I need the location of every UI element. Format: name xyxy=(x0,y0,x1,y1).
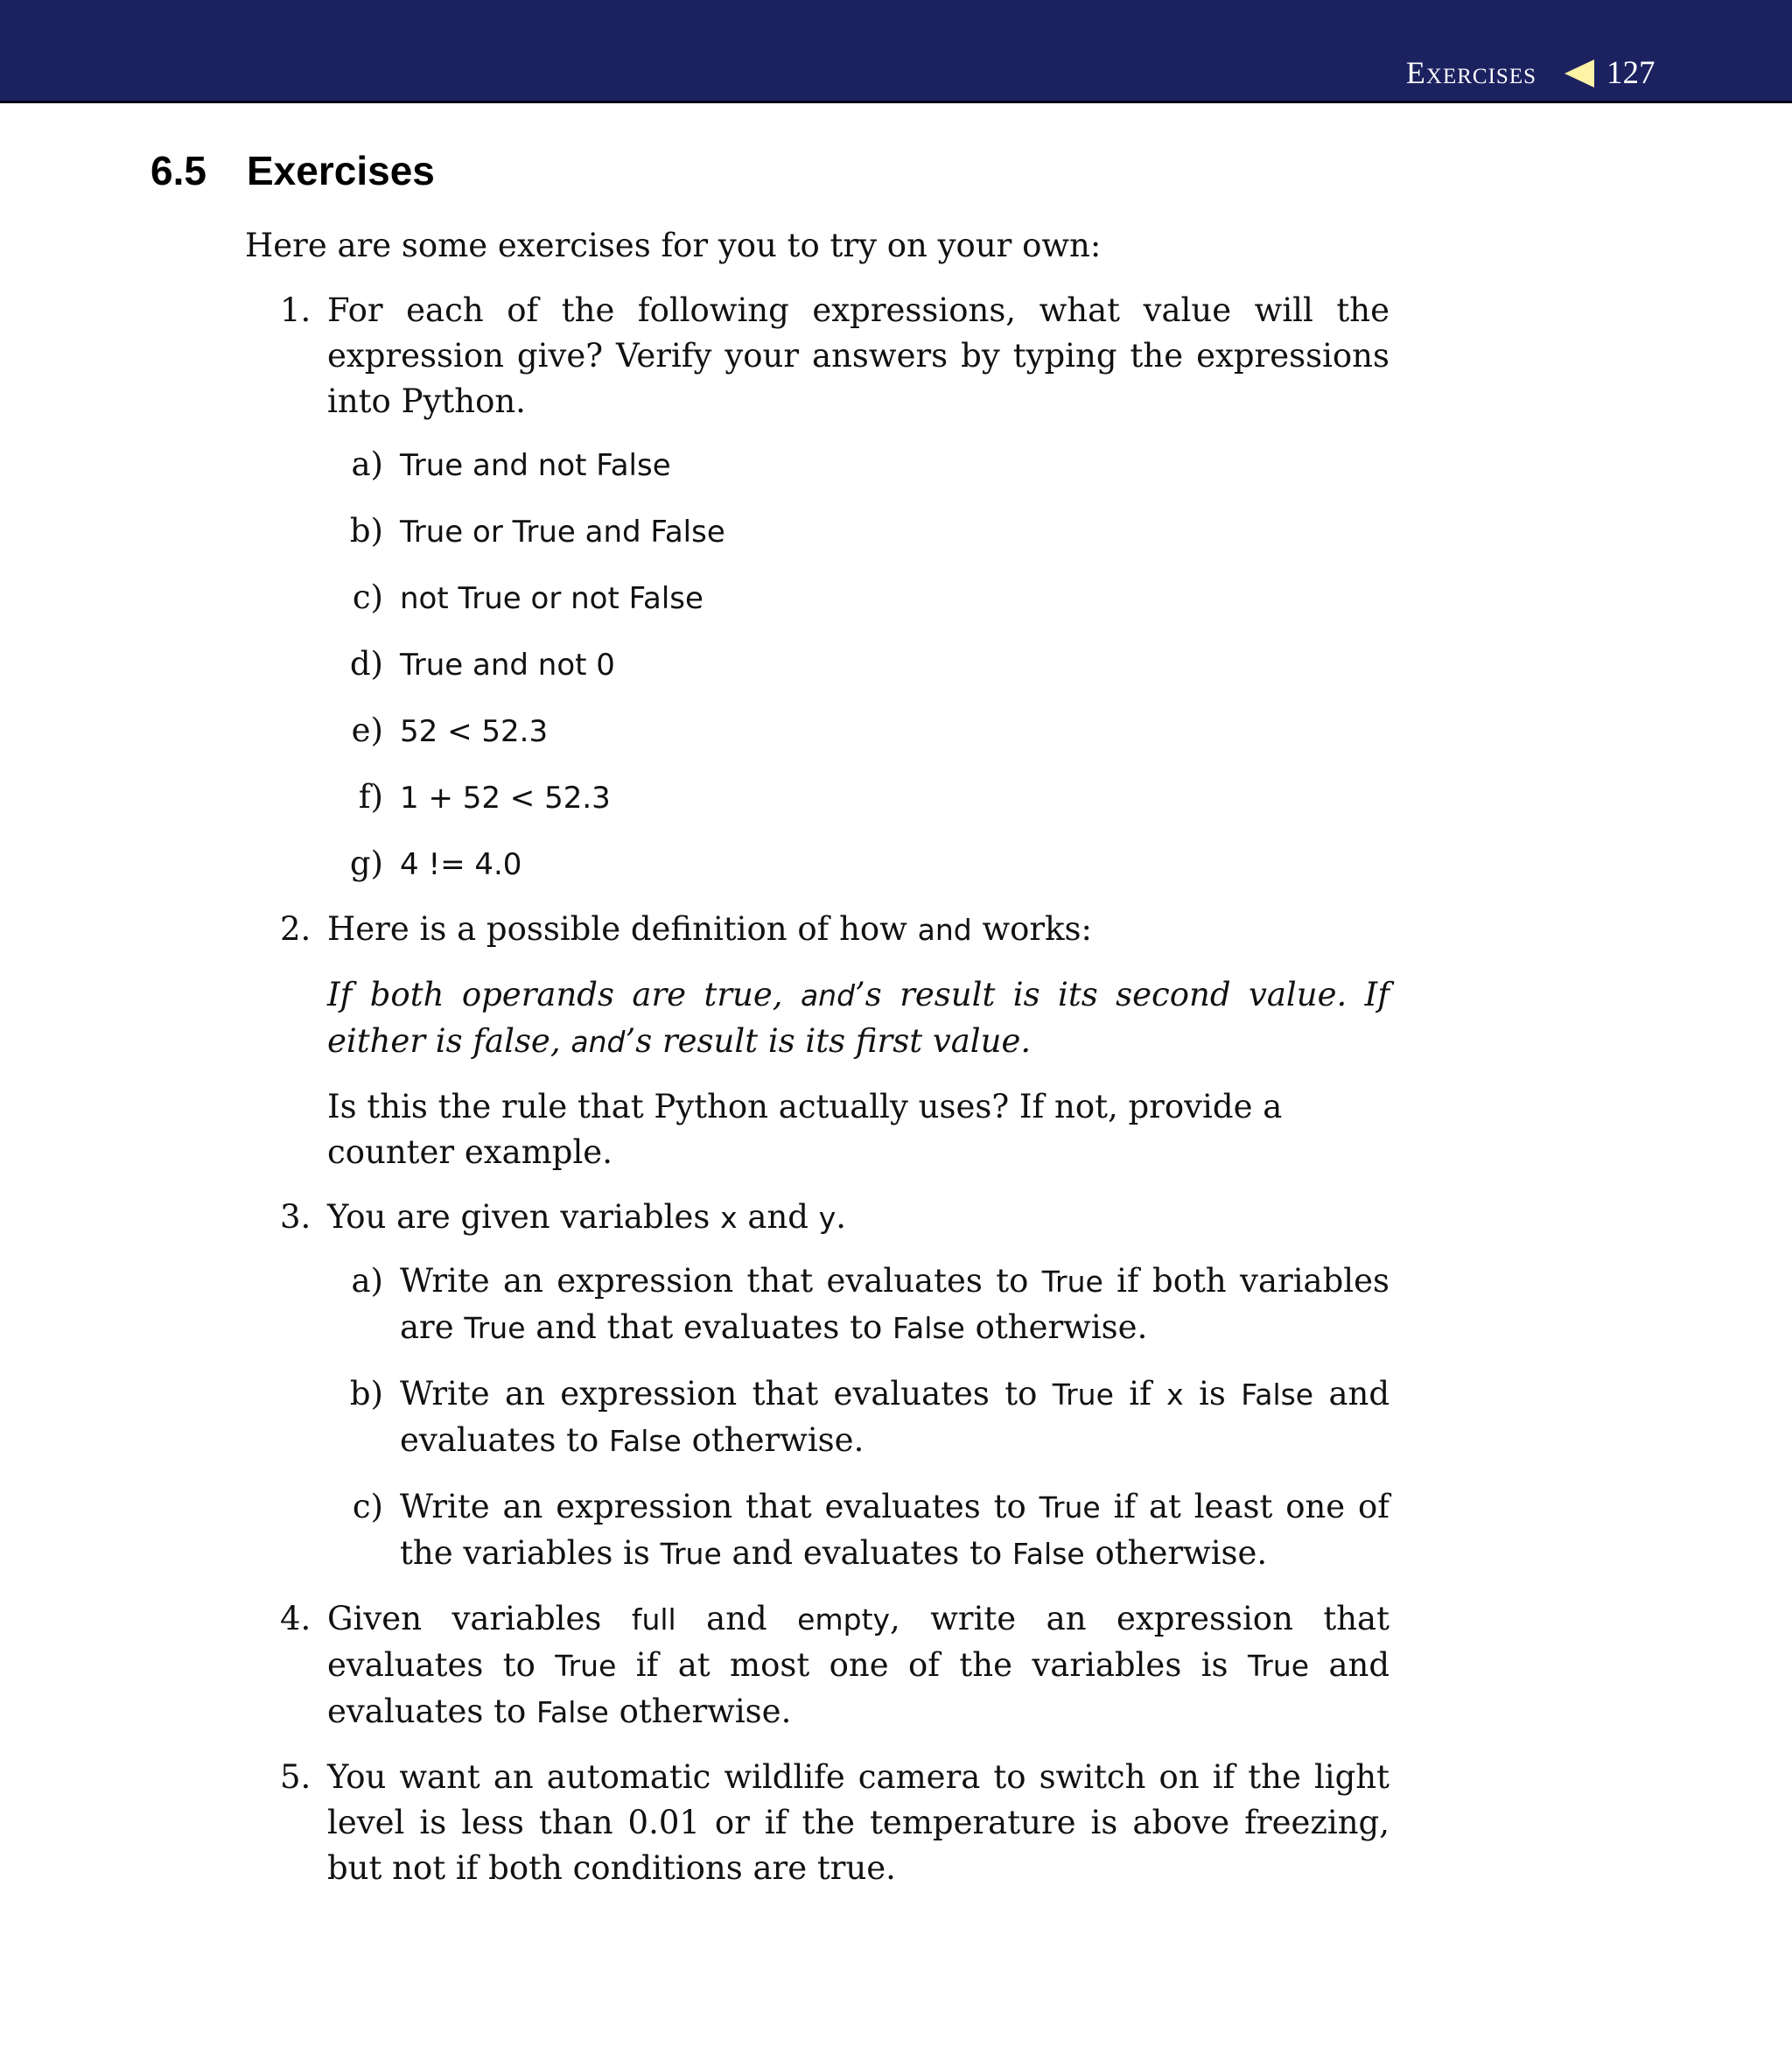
code-variable: full xyxy=(631,1602,676,1637)
exercise-number: 3. xyxy=(280,1198,312,1236)
exercise-text xyxy=(327,1596,1390,1735)
text-segment: otherwise. xyxy=(619,1693,792,1730)
code-keyword: and xyxy=(800,978,856,1013)
sub-label: c) xyxy=(352,1488,383,1525)
exercise-3 xyxy=(245,1195,1390,1577)
code-value: False xyxy=(1012,1537,1085,1571)
definition-quote xyxy=(327,972,1390,1065)
running-title: Exercises xyxy=(1405,55,1536,90)
exercise-5 xyxy=(245,1755,1390,1891)
code-value: True xyxy=(1247,1649,1310,1683)
sub-list xyxy=(327,442,1390,887)
triangle-arrow-icon xyxy=(1564,60,1594,88)
text-segment: . xyxy=(836,1198,847,1236)
text-segment: and xyxy=(706,1600,767,1637)
text-segment: ’s result is its first value. xyxy=(625,1022,1032,1060)
text-segment: If both operands are true, xyxy=(327,976,783,1013)
code-value: False xyxy=(892,1311,965,1345)
text-segment: if xyxy=(1129,1375,1152,1413)
exercise-number: 1. xyxy=(280,291,312,329)
sub-text xyxy=(400,1258,1390,1351)
code-variable: empty xyxy=(797,1602,891,1637)
text-segment: Here is a possible definition of how xyxy=(327,910,907,948)
code-variable: y xyxy=(818,1201,836,1235)
text-segment: Given variables xyxy=(327,1600,602,1637)
sub-label: b) xyxy=(349,512,383,550)
code-value: True xyxy=(660,1537,722,1571)
code-variable: x xyxy=(720,1201,738,1235)
page-header-bar xyxy=(0,0,1792,103)
code-value: False xyxy=(536,1695,609,1729)
exercise-2 xyxy=(245,907,1390,1175)
code-keyword: and xyxy=(917,913,972,947)
sub-item xyxy=(327,641,1390,688)
text-segment: if at most one of the variables is xyxy=(635,1646,1228,1684)
exercise-question: Is this the rule that Python actually uses? If not, provide a counter example. xyxy=(327,1088,1283,1171)
text-segment: otherwise. xyxy=(691,1421,864,1459)
expression: not True or not False xyxy=(400,581,704,616)
exercise-1 xyxy=(245,288,1390,887)
text-segment: Write an expression that evaluates to xyxy=(400,1375,1038,1413)
exercise-text xyxy=(327,1195,1390,1241)
text-segment: and evaluates to xyxy=(327,1646,1390,1730)
code-value: True xyxy=(1041,1265,1103,1299)
sub-item xyxy=(327,442,1390,488)
sub-label: d) xyxy=(349,645,383,683)
sub-label: e) xyxy=(351,712,383,749)
text-segment: , write an expression that evaluates to xyxy=(327,1600,1390,1684)
exercise-number: 5. xyxy=(280,1758,312,1796)
sub-item xyxy=(327,1484,1390,1577)
code-variable: x xyxy=(1166,1377,1184,1412)
sub-text xyxy=(400,1484,1390,1577)
code-value: True xyxy=(555,1649,617,1683)
text-segment: works: xyxy=(982,910,1092,948)
exercise-number: 2. xyxy=(280,910,312,948)
text-segment: and xyxy=(747,1198,808,1236)
sub-item xyxy=(327,1371,1390,1464)
code-value: True xyxy=(464,1311,526,1345)
text-segment: and evaluates to xyxy=(732,1534,1003,1572)
sub-label: a) xyxy=(351,445,383,483)
section-number: 6.5 xyxy=(150,148,206,193)
text-segment: if at least one of the variables is xyxy=(400,1488,1390,1572)
sub-item xyxy=(327,708,1390,754)
text-segment: You are given variables xyxy=(327,1198,710,1236)
code-keyword: and xyxy=(570,1025,626,1059)
section-heading xyxy=(150,147,435,194)
sub-label: g) xyxy=(349,845,383,882)
exercise-number: 4. xyxy=(280,1600,312,1637)
expression: True and not 0 xyxy=(400,648,615,683)
expression: 4 != 4.0 xyxy=(400,847,522,882)
text-segment: if both variables are xyxy=(400,1262,1390,1346)
sub-list xyxy=(327,1258,1390,1577)
text-segment: and evaluates to xyxy=(400,1375,1390,1459)
sub-item xyxy=(327,575,1390,621)
text-segment: otherwise. xyxy=(975,1308,1148,1346)
sub-label: c) xyxy=(352,578,383,616)
exercise-text xyxy=(327,907,1390,953)
sub-text xyxy=(400,1371,1390,1464)
sub-item xyxy=(327,841,1390,887)
expression: 1 + 52 < 52.3 xyxy=(400,781,611,816)
sub-label: b) xyxy=(349,1375,383,1413)
text-segment: is xyxy=(1199,1375,1226,1413)
sub-item xyxy=(327,508,1390,555)
expression: True and not False xyxy=(400,448,671,483)
exercise-4 xyxy=(245,1596,1390,1735)
text-segment: Write an expression that evaluates to xyxy=(400,1488,1026,1525)
text-segment: otherwise. xyxy=(1095,1534,1268,1572)
exercise-text: For each of the following expressions, what value will the expression give? Verify your answers by typing the expressions into Python. xyxy=(327,291,1390,420)
text-segment: ’s result is its second value. If either is false, xyxy=(327,976,1390,1060)
code-value: False xyxy=(1241,1377,1314,1412)
sub-label: a) xyxy=(351,1262,383,1300)
code-value: True xyxy=(1039,1490,1101,1525)
expression: 52 < 52.3 xyxy=(400,714,549,749)
sub-item xyxy=(327,775,1390,821)
exercise-text: You want an automatic wildlife camera to switch on if the light level is less than 0.01 or if the temperature is above freezing, but not if both conditions are true. xyxy=(327,1758,1390,1887)
code-value: False xyxy=(609,1424,682,1458)
section-title: Exercises xyxy=(247,148,435,193)
exercise-list xyxy=(245,288,1390,1891)
text-segment: and that evaluates to xyxy=(536,1308,883,1346)
code-value: True xyxy=(1052,1377,1114,1412)
intro-paragraph: Here are some exercises for you to try on your own: xyxy=(245,227,1102,264)
text-segment: Write an expression that evaluates to xyxy=(400,1262,1029,1300)
sub-label: f) xyxy=(358,778,383,816)
page-number: 127 xyxy=(1606,55,1656,91)
expression: True or True and False xyxy=(400,515,725,550)
sub-item xyxy=(327,1258,1390,1351)
main-content xyxy=(245,223,1390,1910)
